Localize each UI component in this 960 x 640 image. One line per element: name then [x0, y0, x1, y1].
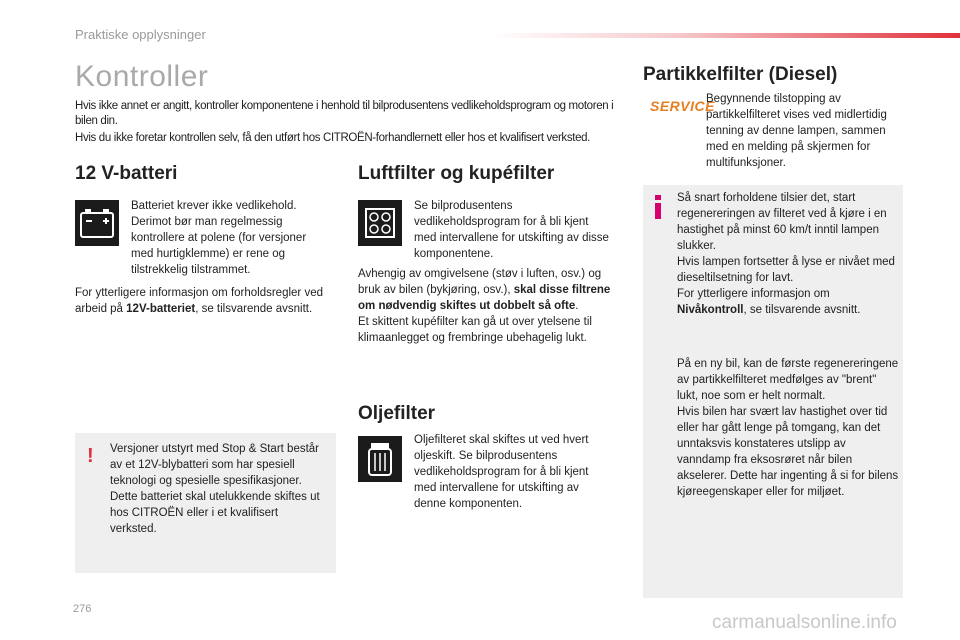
battery-warning-panel [75, 433, 336, 573]
particle-info-3-post: , se tilsvarende avsnitt. [743, 304, 861, 316]
particle-info-paragraph-5: Hvis bilen har svært lav hastighet over tid eller har gått lenge på tomgang, kan det unntaksvis konstateres utslipp av vanndamp fra eksosrøret når bilen akselerer. Dette har ingenting å si for bilens kjøreegenskaper eller for miljøet. [677, 406, 899, 498]
air-filter-paragraphs [358, 266, 620, 346]
battery-icon-text: Batteriet krever ikke vedlikehold. Derimot bør man regelmessig kontrollere at polene (for versjoner med hurtigklemme) er rene og tilstrekkelig tilstrammet. [131, 200, 307, 276]
particle-filter-heading: Partikkelfilter (Diesel) [643, 64, 838, 85]
battery-more-info [75, 285, 331, 317]
intro-paragraph-1: Hvis ikke annet er angitt, kontroller komponentene i henhold til bilprodusentens vedlikeholdsprogram og motoren i bilen din. [75, 100, 614, 127]
particle-info-paragraph-1: Så snart forholdene tilsier det, start regenereringen av filteret ved å kjøre i en hastighet på minst 60 km/t inntil lampen slukker. [677, 192, 887, 252]
battery-warning-text: Versjoner utstyrt med Stop & Start består av et 12V-blybatteri som har spesiell teknologi og spesielle spesifikasjoner. Dette batteriet skal utelukkende skiftes ut hos CITROËN eller i et kvalifisert verksted. [110, 443, 320, 535]
header-bar [490, 33, 960, 38]
watermark: carmanualsonline.info [712, 612, 897, 633]
air-filter-p1-post: . [575, 300, 579, 312]
intro-text [75, 99, 635, 148]
intro-paragraph-2: Hvis du ikke foretar kontrollen selv, få den utført hos CITROËN-forhandlernett eller hos et kvalifisert verksted. [75, 132, 591, 144]
particle-info-block-1 [677, 190, 899, 318]
battery-more-post: , se tilsvarende avsnitt. [195, 303, 313, 315]
battery-icon [75, 200, 119, 246]
battery-more-bold: 12V-batteriet [126, 303, 196, 315]
warning-icon: ! [87, 445, 94, 467]
oil-filter-text: Oljefilteret skal skiftes ut ved hvert oljeskift. Se bilprodusentens vedlikeholdsprogram for å bli kjent med intervallene for utskifting av denne komponenten. [414, 434, 589, 510]
particle-filter-info-panel [643, 185, 903, 598]
service-warning-icon: SERVICE [650, 98, 715, 114]
page-number: 276 [73, 603, 92, 615]
battery-heading: 12 V-batteri [75, 163, 178, 184]
oil-filter-icon [358, 436, 402, 482]
section-header: Praktiske opplysninger [75, 27, 206, 42]
particle-info-paragraph-3 [677, 286, 899, 318]
air-filter-p1-bold: skal disse filtrene om nødvendig skiftes ut dobbelt så ofte [358, 284, 611, 312]
air-filter-paragraph-1 [358, 266, 620, 314]
air-filter-paragraph-2: Et skittent kupéfilter kan gå ut over ytelsene til klimaanlegget og frembringe ubehagelig lukt. [358, 316, 592, 344]
particle-info-3-pre: For ytterligere informasjon om [677, 288, 830, 300]
oil-filter-heading: Oljefilter [358, 403, 436, 424]
page-title: Kontroller [75, 60, 209, 93]
air-filter-icon-text: Se bilprodusentens vedlikeholdsprogram for å bli kjent med intervallene for utskifting av disse komponentene. [414, 200, 609, 260]
particle-filter-icon-text: Begynnende tilstopping av partikkelfilteret vises ved midlertidig tenning av denne lampen, sammen med en melding på skjermen for multifunksjoner. [706, 93, 887, 169]
info-icon [654, 195, 662, 224]
particle-info-block-2 [677, 356, 899, 500]
particle-info-paragraph-2: Hvis lampen fortsetter å lyse er nivået med dieseltilsetning for lavt. [677, 256, 895, 284]
air-filter-icon [358, 200, 402, 246]
battery-more-pre: For ytterligere informasjon om forholdsregler ved arbeid på [75, 287, 323, 315]
air-filter-p1-pre: Avhengig av omgivelsene (støv i luften, osv.) og bruk av bilen (bykjøring, osv.), [358, 268, 602, 296]
air-filter-heading: Luftfilter og kupéfilter [358, 163, 555, 184]
particle-info-paragraph-4: På en ny bil, kan de første regenereringene av partikkelfilteret medfølges av "brent" lukt, noe som er helt normalt. [677, 358, 899, 402]
particle-info-3-bold: Nivåkontroll [677, 304, 744, 316]
